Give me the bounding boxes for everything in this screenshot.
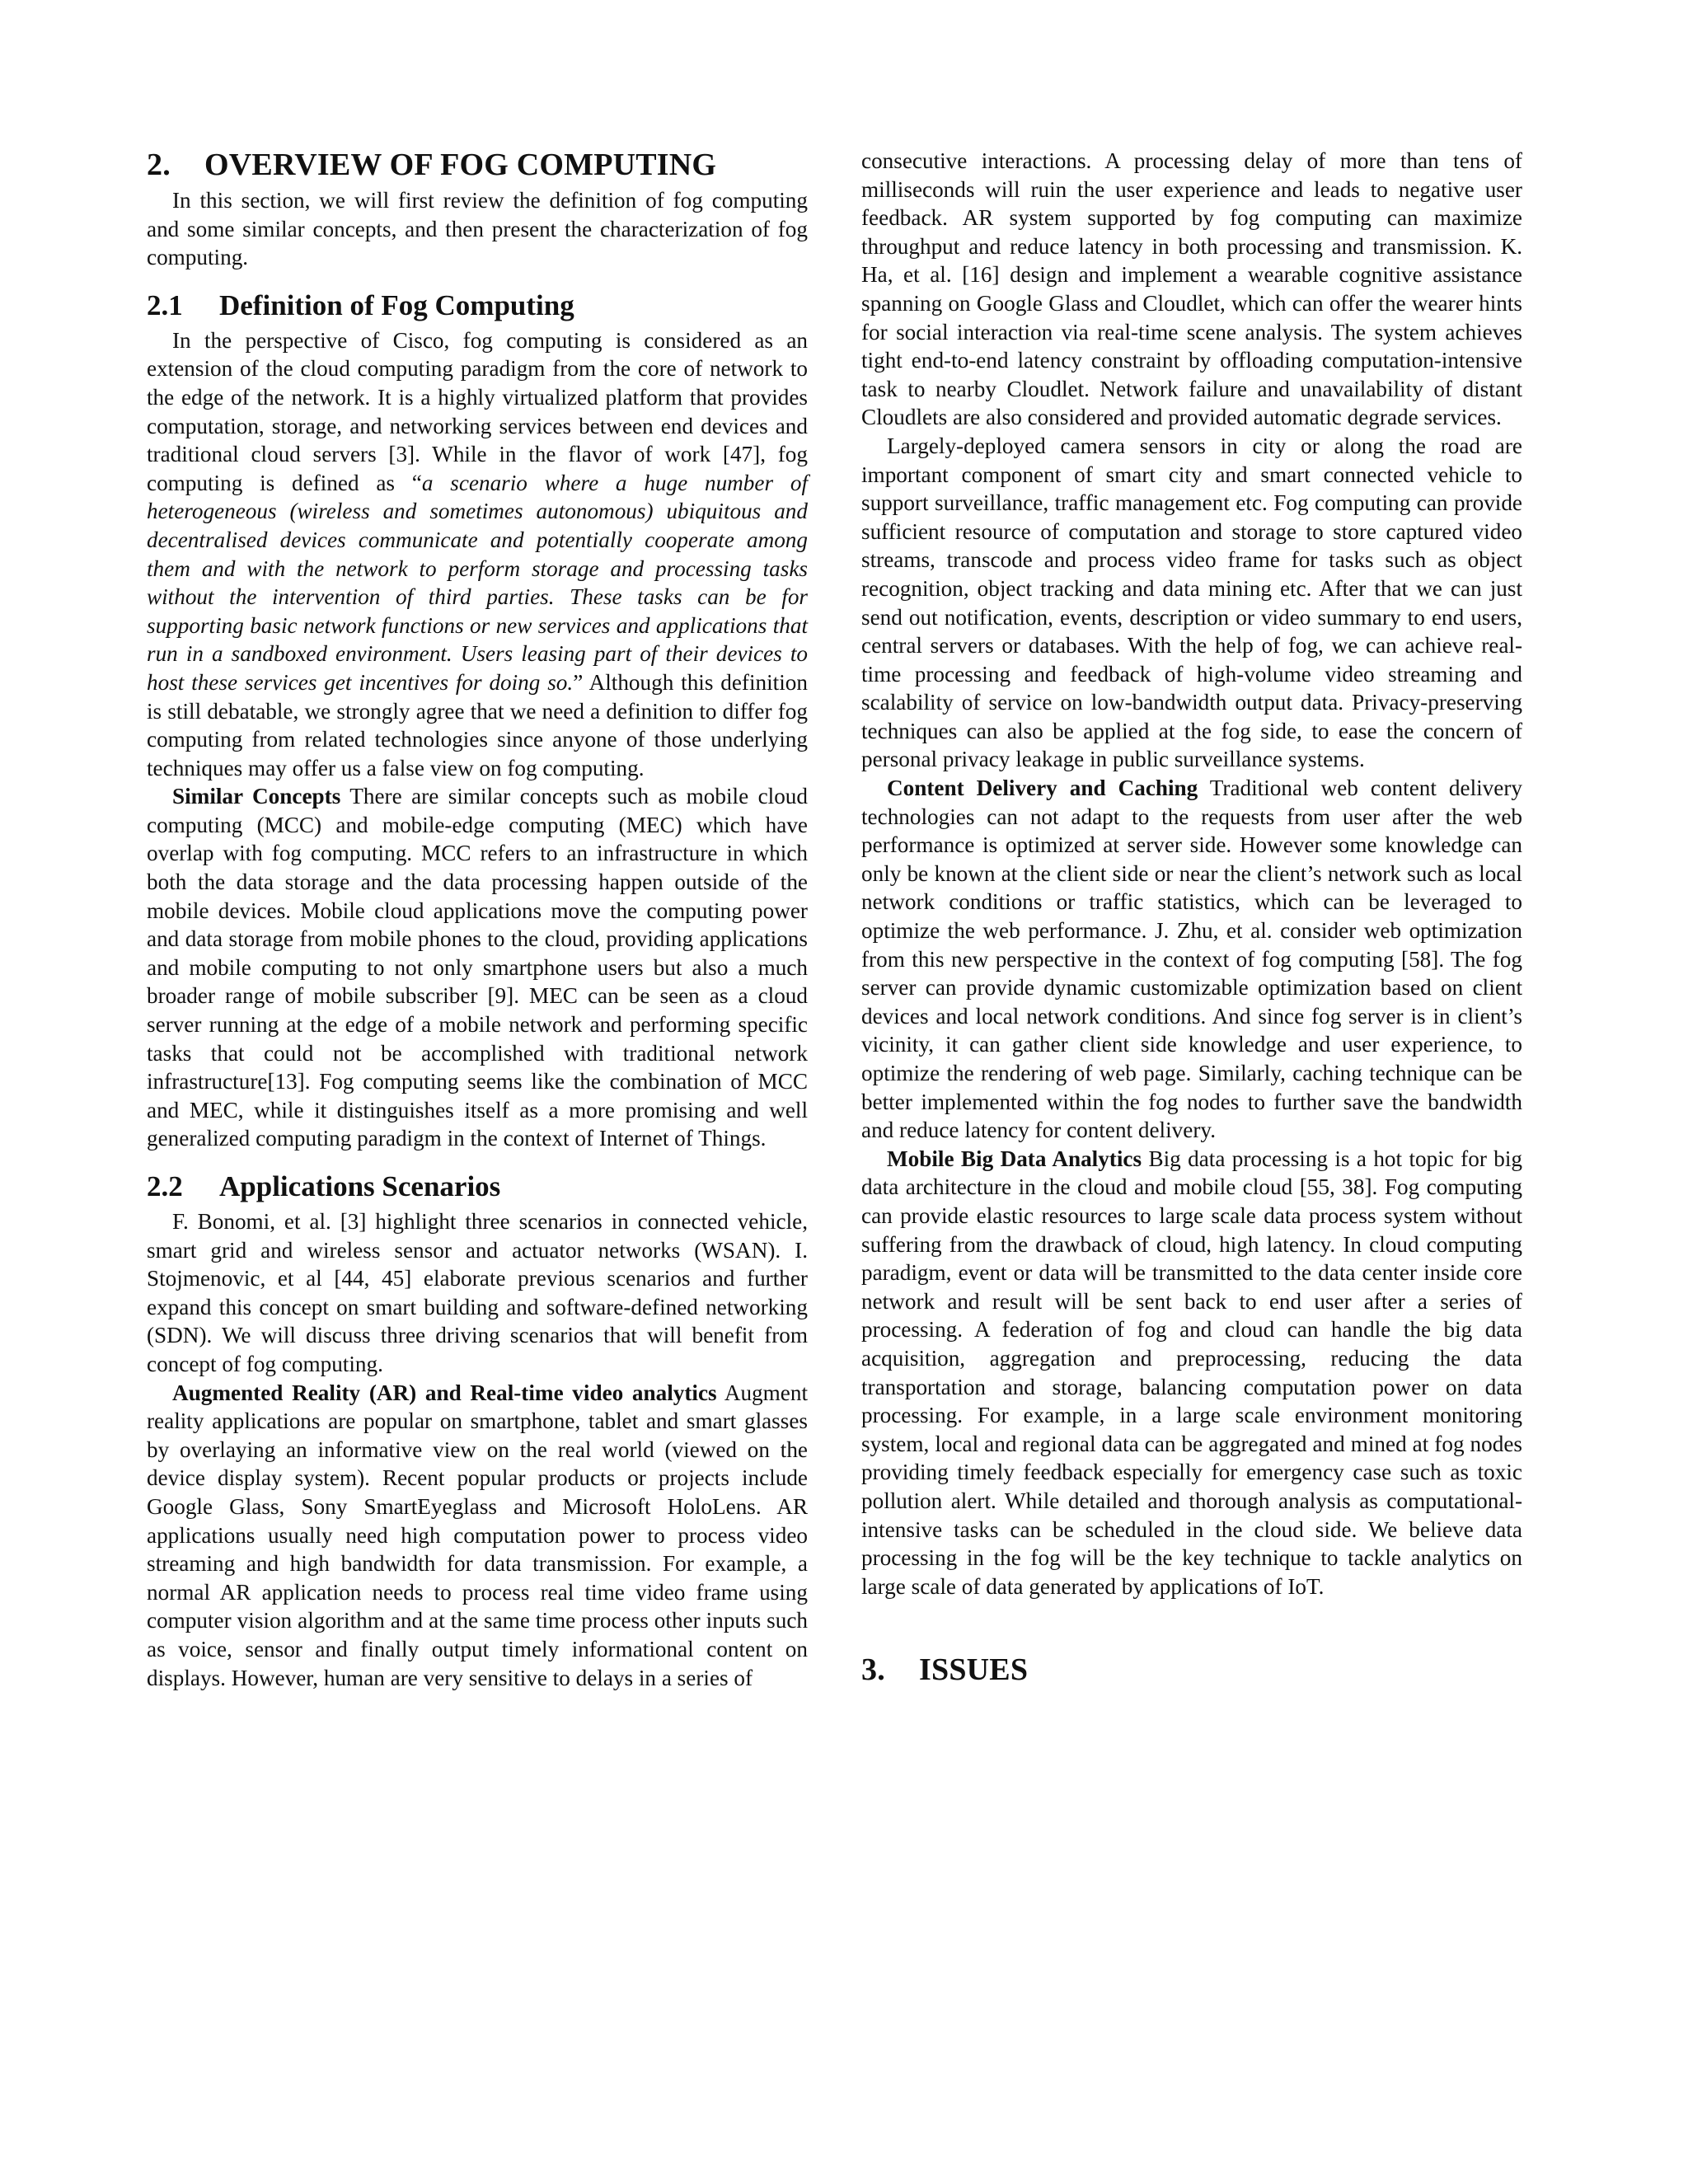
subsection-title: Definition of Fog Computing: [219, 288, 574, 321]
intro-paragraph: In this section, we will first review the definition of fog computing and some similar concepts, and then present the characterization of fog computing.: [147, 188, 808, 270]
definition-quote: a scenario where a huge number of heterogeneous (wireless and sometimes autonomous) ubiquitous and decentralised devices communicate and potentially cooperate among them and with the network to perform storage and processing tasks without the intervention of third parties. These tasks can be for supporting basic network functions or new services and applications that run in a sandboxed environment. Users leasing part of their devices to host these services get incentives for doing so.: [147, 470, 808, 695]
big-data-paragraph: Mobile Big Data Analytics Big data processing is a hot topic for big data architecture in the cloud and mobile cloud [55, 38]. Fog computing can provide elastic resources to large scale data process system without suffering from the drawback of cloud, high latency. In cloud computing paradigm, event or data will be transmitted to the data center inside core network and result will be sent back to end user after a series of processing. A federation of fog and cloud can handle the big data acquisition, aggregation and preprocessing, reducing the data transportation and storage, balancing computation power on data processing. For example, in a large scale environment monitoring system, local and regional data can be aggregated and mined at fog nodes providing timely feedback especially for emergency case such as toxic pollution alert. While detailed and thorough analysis as computational-intensive tasks can be scheduled in the cloud side. We believe data processing in the fog will be the key technique to tackle analytics on large scale of data generated by applications of IoT.: [861, 1146, 1522, 1599]
applications-paragraph: F. Bonomi, et al. [3] highlight three scenarios in connected vehicle, smart grid and wireless sensor and actuator networks (WSAN). I. Stojmenovic, et al [44, 45] elaborate previous scenarios and further expand this concept on smart building and software-defined networking (SDN). We will discuss three driving scenarios that will benefit from concept of fog computing.: [147, 1209, 808, 1376]
subsection-heading-definition: 2.1 Definition of Fog Computing: [147, 288, 574, 321]
run-in-heading: Similar Concepts: [172, 784, 341, 809]
subsection-heading-applications: 2.2 Applications Scenarios: [147, 1170, 501, 1202]
similar-concepts-paragraph: Similar Concepts There are similar concepts such as mobile cloud computing (MCC) and mobile-edge computing (MEC) which have overlap with fog computing. MCC refers to an infrastructure in which both the data storage and the data processing happen outside of the mobile devices. Mobile cloud applications move the computing power and data storage from mobile phones to the cloud, providing applications and mobile computing to not only smartphone users but also a much broader range of mobile subscriber [9]. MEC can be seen as a cloud server running at the edge of a mobile network and performing specific tasks that could not be accomplished with traditional network infrastructure[13]. Fog computing seems like the combination of MCC and MEC, while it distinguishes itself as a more promising and well generalized computing paradigm in the context of Internet of Things.: [147, 784, 808, 1151]
camera-paragraph: Largely-deployed camera sensors in city or along the road are important component of smart city and smart connected vehicle to support surveillance, traffic management etc. Fog computing can provide sufficient resource of computation and storage to store captured video streams, transcode and process video frame for tasks such as object recognition, object tracking and data mining etc. After that we can just send out notification, events, description or video summary to end users, central servers or databases. With the help of fog, we can achieve real-time processing and feedback of high-volume video streaming and scalability of service on low-bandwidth output data. Privacy-preserving techniques can also be applied at the fog side, to ease the concern of personal privacy leakage in public surveillance systems.: [861, 433, 1522, 772]
left-column: [147, 147, 808, 1692]
run-in-heading: Content Delivery and Caching: [887, 776, 1198, 801]
section-title: ISSUES: [919, 1652, 1029, 1688]
section-title: OVERVIEW OF FOG COMPUTING: [204, 148, 717, 182]
subsection-title: Applications Scenarios: [219, 1170, 501, 1202]
content-delivery-paragraph: Content Delivery and Caching Traditional web content delivery technologies can not adapt to the requests from user after the web performance is optimized at server side. However some knowledge can only be known at the client side or near the client’s network such as local network conditions or traffic statistics, which can be leveraged to optimize the web performance. J. Zhu, et al. consider web optimization from this new perspective in the context of fog computing [58]. The fog server can provide dynamic customizable optimization based on client devices and local network conditions. And since fog server is in client’s vicinity, it can gather client side knowledge and user experience, to optimize the rendering of web page. Similarly, caching technique can be better implemented within the fog nodes to further save the bandwidth and reduce latency for content delivery.: [861, 776, 1522, 1143]
section-heading-overview: 2. OVERVIEW OF FOG COMPUTING: [147, 148, 717, 182]
ar-continued-paragraph: consecutive interactions. A processing delay of more than tens of milliseconds will ruin the user experience and leads to negative user feedback. AR system supported by fog computing can maximize throughput and reduce latency in both processing and transmission. K. Ha, et al. [16] design and implement a wearable cognitive assistance spanning on Google Glass and Cloudlet, which can offer the wearer hints for social interaction via real-time scene analysis. The system achieves tight end-to-end latency constraint by offloading computation-intensive task to nearby Cloudlet. Network failure and unavailability of distant Cloudlets are also considered and provided automatic degrade services.: [861, 148, 1522, 430]
definition-paragraph: In the perspective of Cisco, fog computing is considered as an extension of the cloud computing paradigm from the core of network to the edge of the network. It is a highly virtualized platform that provides computation, storage, and networking services between end devices and traditional cloud servers [3]. While in the flavor of work [47], fog computing is defined as “a scenario where a huge number of heterogeneous (wireless and sometimes autonomous) ubiquitous and decentralised devices communicate and potentially cooperate among them and with the network to perform storage and processing tasks without the intervention of third parties. These tasks can be for supporting basic network functions or new services and applications that run in a sandboxed environment. Users leasing part of their devices to host these services get incentives for doing so.” Although this definition is still debatable, we strongly agree that we need a definition to differ fog computing from related technologies since anyone of those underlying techniques may offer us a false view on fog computing.: [147, 327, 808, 780]
section-heading-issues: 3. ISSUES: [861, 1652, 1029, 1688]
run-in-heading: Augmented Reality (AR) and Real-time video analytics: [172, 1380, 717, 1405]
run-in-heading: Mobile Big Data Analytics: [887, 1146, 1142, 1171]
right-column: [861, 147, 1522, 1691]
ar-paragraph: Augmented Reality (AR) and Real-time video analytics Augment reality applications are popular on smartphone, tablet and smart glasses by overlaying an informative view on the real world (viewed on the device display system). Recent popular products or projects include Google Glass, Sony SmartEyeglass and Microsoft HoloLens. AR applications usually need high computation power to process video streaming and high bandwidth for data transmission. For example, a normal AR application needs to process real time video frame using computer vision algorithm and at the same time process other inputs such as voice, sensor and finally output timely informational content on displays. However, human are very sensitive to delays in a series of: [147, 1380, 809, 1690]
